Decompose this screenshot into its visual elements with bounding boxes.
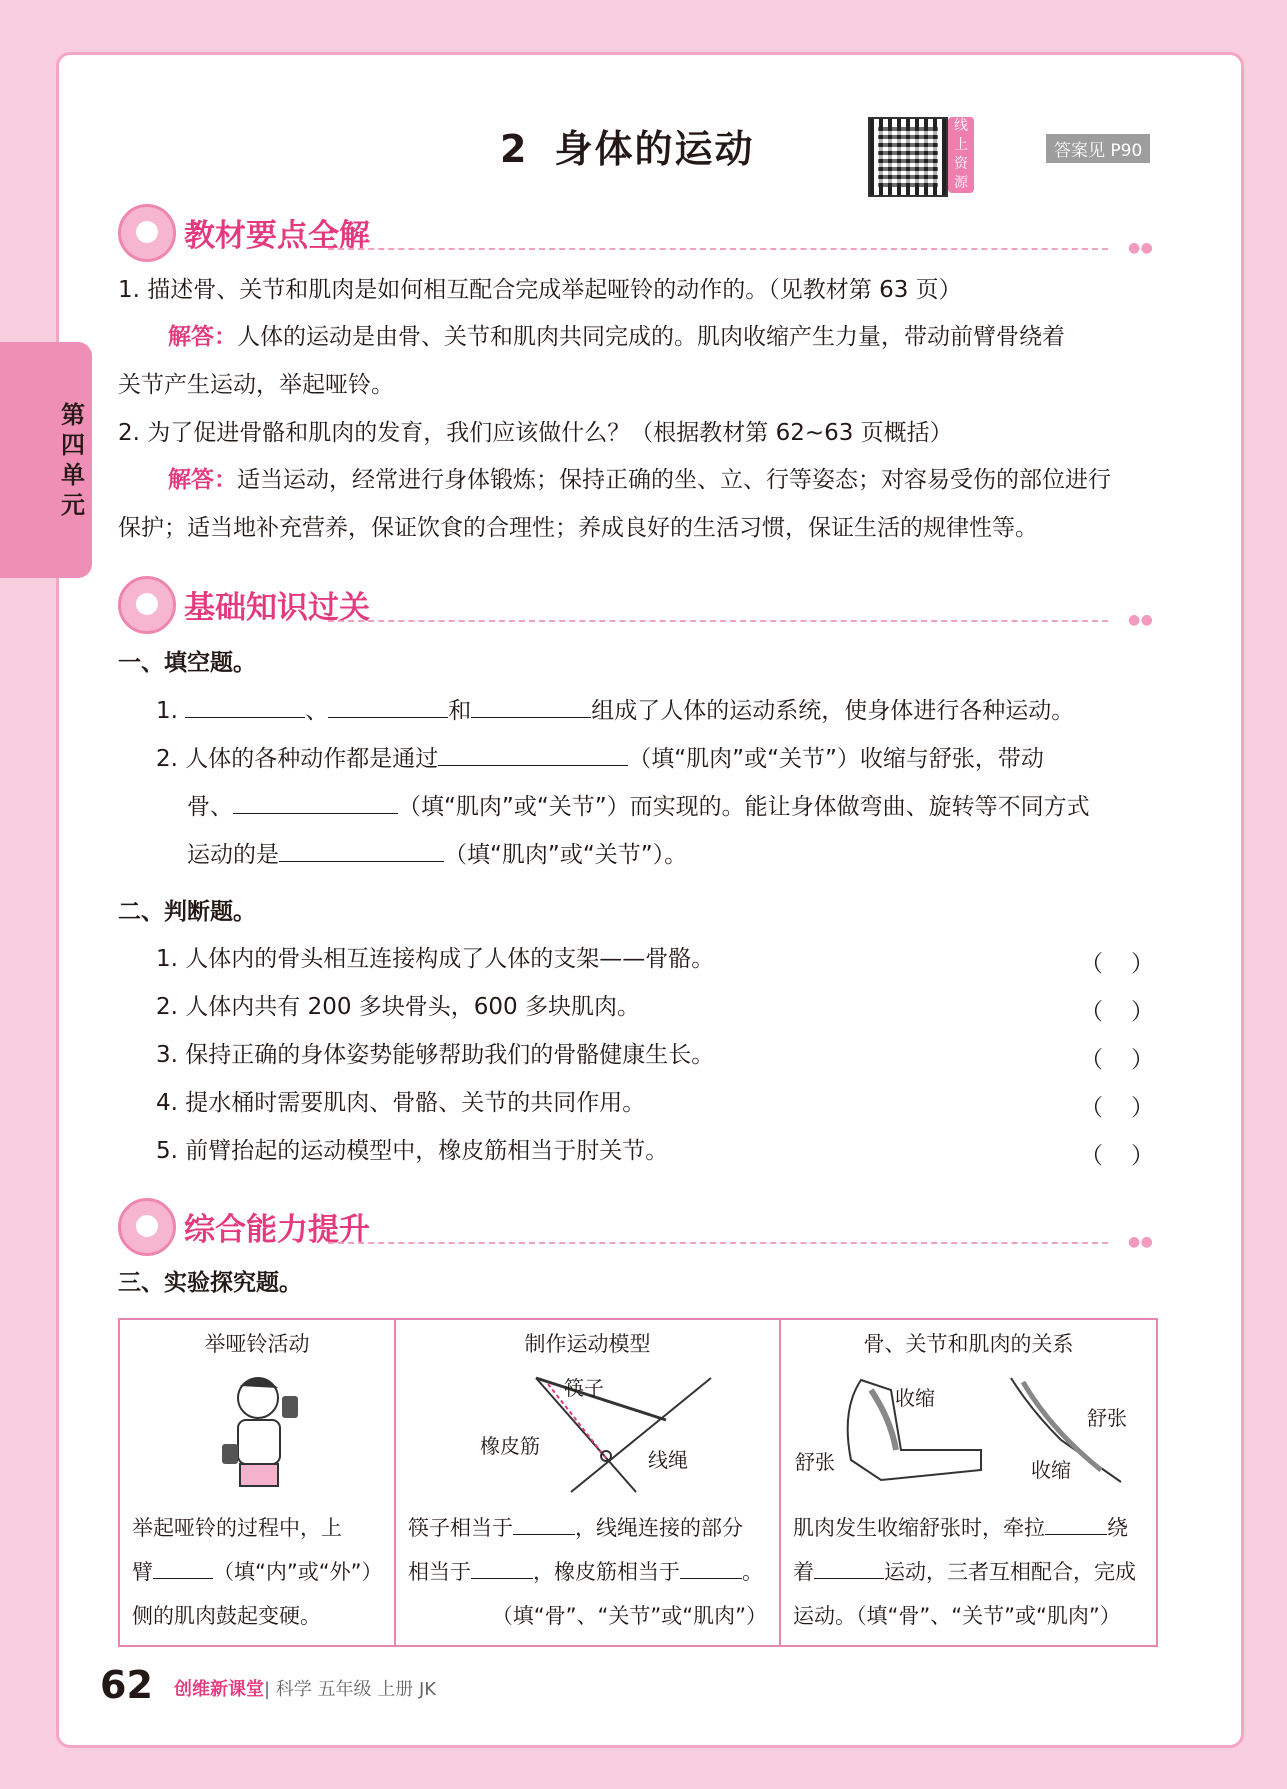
mascot-icon	[118, 204, 176, 262]
judge-item: 4. 提水桶时需要肌肉、骨骼、关节的共同作用。	[156, 1090, 646, 1116]
answer-text: 人体的运动是由骨、关节和肌肉共同完成的。肌肉收缩产生力量，带动前臂骨绕着	[237, 324, 1065, 350]
cell-text-line	[793, 1550, 1144, 1594]
text: 筷子相当于	[408, 1516, 513, 1540]
judge-item: 1. 人体内的骨头相互连接构成了人体的支架——骨骼。	[156, 946, 715, 972]
lesson-title: 身体的运动	[554, 127, 755, 171]
label-string: 线绳	[648, 1448, 688, 1472]
fill-blank[interactable]	[438, 743, 628, 766]
cell-title: 骨、关节和肌肉的关系	[863, 1332, 1074, 1356]
cell-text-line	[793, 1506, 1144, 1550]
fill-question-2-line-2	[187, 791, 1090, 822]
cell-text: 举起哑铃的过程中，上	[132, 1516, 342, 1540]
answer-bracket[interactable]: （ ）	[1080, 951, 1154, 977]
label-contract: 收缩	[1031, 1458, 1071, 1482]
label-rubber-band: 橡皮筋	[480, 1434, 540, 1458]
cell-title: 举哑铃活动	[204, 1332, 310, 1356]
unit-label: 第四单元	[61, 401, 85, 519]
text: （填“肌肉”或“关节”）收缩与舒张，带动	[628, 746, 1044, 772]
fill-blank[interactable]	[233, 791, 398, 814]
answer-1-line-2: 关节产生运动，举起哑铃。	[118, 372, 394, 398]
text: 着	[793, 1560, 814, 1584]
fill-blank[interactable]	[279, 839, 444, 862]
text: 运动，三者互相配合，完成	[884, 1560, 1136, 1584]
answer-bracket[interactable]: （ ）	[1080, 1095, 1154, 1121]
fill-blank[interactable]	[153, 1556, 213, 1579]
text: （填“内”或“外”）	[213, 1560, 383, 1584]
brand-name: 创维新课堂	[174, 1679, 264, 1700]
text: 运动的是	[187, 842, 279, 868]
label-contract: 收缩	[895, 1386, 935, 1410]
fill-blank[interactable]	[328, 695, 448, 718]
experiment-cell-relationship	[780, 1319, 1157, 1646]
fill-blank[interactable]	[680, 1556, 742, 1579]
answer-1-line-1	[168, 322, 1065, 352]
answer-2-line-1	[168, 465, 1111, 495]
fill-blank[interactable]	[185, 695, 305, 718]
fill-question-2-line-3	[187, 839, 687, 870]
dumbbell-illustration	[200, 1372, 320, 1492]
text: 组成了人体的运动系统，使身体进行各种运动。	[591, 698, 1075, 724]
judge-item: 2. 人体内共有 200 多块骨头，600 多块肌肉。	[156, 994, 640, 1020]
fill-heading: 一、填空题。	[118, 650, 256, 676]
book-info: | 科学 五年级 上册 JK	[264, 1679, 437, 1700]
text: 人体的各种动作都是通过	[185, 746, 439, 772]
fill-blank[interactable]	[814, 1556, 884, 1579]
section-header-key-points: 教材要点全解 ● ●	[118, 200, 1158, 260]
fill-blank[interactable]	[513, 1512, 575, 1535]
cell-text: 运动。（填“骨”、“关节”或“肌肉”）	[793, 1604, 1121, 1628]
arm-muscle-illustration	[801, 1370, 1141, 1500]
experiment-table	[118, 1318, 1158, 1647]
answer-2-line-2: 保护；适当地补充营养，保证饮食的合理性；养成良好的生活习惯，保证生活的规律性等。	[118, 515, 1038, 541]
experiment-heading: 三、实验探究题。	[118, 1270, 302, 1296]
mascot-icon	[118, 1198, 176, 1256]
cell-title: 制作运动模型	[524, 1332, 651, 1356]
experiment-cell-model	[395, 1319, 780, 1646]
fill-question-1	[156, 695, 1074, 726]
cell-text-line	[132, 1550, 382, 1594]
judge-item: 3. 保持正确的身体姿势能够帮助我们的骨骼健康生长。	[156, 1042, 715, 1068]
section-title: 基础知识过关	[184, 590, 370, 626]
text: 。	[742, 1560, 763, 1584]
text: 肌肉发生收缩舒张时，牵拉	[793, 1516, 1045, 1540]
text: 臂	[132, 1560, 153, 1584]
qr-code-icon[interactable]	[868, 117, 948, 197]
page-number: 62	[100, 1663, 153, 1707]
answer-label: 解答：	[168, 324, 237, 350]
answer-bracket[interactable]: （ ）	[1080, 1143, 1154, 1169]
judge-heading: 二、判断题。	[118, 899, 256, 925]
answer-label: 解答：	[168, 467, 237, 493]
question-number: 1.	[156, 698, 178, 724]
cell-text: 侧的肌肉鼓起变硬。	[132, 1604, 321, 1628]
text: 和	[448, 698, 472, 724]
text: 相当于	[408, 1560, 471, 1584]
section-title: 教材要点全解	[184, 218, 370, 254]
judge-item: 5. 前臂抬起的运动模型中，橡皮筋相当于肘关节。	[156, 1138, 669, 1164]
footer-info	[174, 1675, 436, 1701]
answer-bracket[interactable]: （ ）	[1080, 1047, 1154, 1073]
page-title	[500, 118, 754, 173]
lesson-number: 2	[500, 127, 529, 171]
label-chopstick: 筷子	[564, 1376, 604, 1400]
text: （填“肌肉”或“关节”）。	[444, 842, 688, 868]
fill-blank[interactable]	[471, 695, 591, 718]
text: ，橡皮筋相当于	[533, 1560, 680, 1584]
fill-blank[interactable]	[471, 1556, 533, 1579]
label-relax: 舒张	[1087, 1406, 1127, 1430]
question-number: 2.	[156, 746, 178, 772]
experiment-cell-dumbbell	[119, 1319, 395, 1646]
cell-text-line	[408, 1550, 767, 1594]
text: 骨、	[187, 794, 233, 820]
text: 、	[305, 698, 329, 724]
online-resource-label[interactable]: 线上资源	[948, 117, 974, 193]
section-title: 综合能力提升	[184, 1212, 370, 1248]
question-1: 1. 描述骨、关节和肌肉是如何相互配合完成举起哑铃的动作的。（见教材第 63 页）	[118, 277, 962, 303]
text: 绕	[1107, 1516, 1128, 1540]
mascot-icon	[118, 576, 176, 634]
fill-blank[interactable]	[1045, 1512, 1107, 1535]
question-2: 2. 为了促进骨骼和肌肉的发育，我们应该做什么？（根据教材第 62~63 页概括）	[118, 420, 953, 446]
answer-bracket[interactable]: （ ）	[1080, 999, 1154, 1025]
cell-text-line	[408, 1506, 767, 1550]
section-header-advanced: 综合能力提升 ● ●	[118, 1194, 1158, 1254]
section-header-basics: 基础知识过关 ● ●	[118, 572, 1158, 632]
answer-reference: 答案见 P90	[1046, 134, 1150, 163]
fill-question-2-line-1	[156, 743, 1044, 774]
text: （填“肌肉”或“关节”）而实现的。能让身体做弯曲、旋转等不同方式	[398, 794, 1090, 820]
answer-text: 适当运动，经常进行身体锻炼；保持正确的坐、立、行等姿态；对容易受伤的部位进行	[237, 467, 1111, 493]
cell-text: （填“骨”、“关节”或“肌肉”）	[491, 1604, 767, 1628]
label-relax: 舒张	[795, 1450, 835, 1474]
text: ，线绳连接的部分	[575, 1516, 743, 1540]
